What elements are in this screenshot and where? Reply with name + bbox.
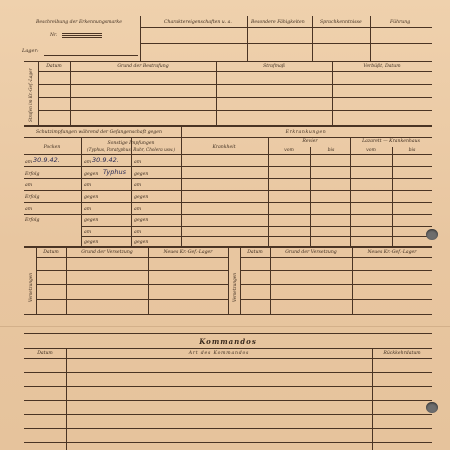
handwritten-date-2: 30.9.42. bbox=[92, 156, 119, 164]
impf-header: Schutzimpfungen während der Gefangenschaft gegen bbox=[36, 130, 162, 135]
erkrankungen-revier: Revier bbox=[302, 139, 318, 144]
impf-gegen-2: gegen bbox=[134, 172, 149, 177]
erkrankungen-vom: vom bbox=[284, 148, 294, 153]
lager-label: Lager: bbox=[22, 48, 39, 54]
impf-gegen-1: gegen bbox=[84, 172, 99, 177]
vers-right-grund: Grund der Versetzung bbox=[285, 250, 337, 255]
punch-hole-bottom bbox=[426, 402, 438, 413]
impf-am-8: am bbox=[84, 207, 92, 212]
impf-erfolg-3: Erfolg bbox=[25, 218, 40, 223]
vers-left-datum: Datum bbox=[43, 250, 59, 255]
impf-gegen-7: gegen bbox=[84, 240, 99, 245]
kommandos-art: Art des Kommandos bbox=[188, 351, 250, 356]
kommandos-rueckkehr: Rückkehrdatum bbox=[383, 351, 421, 356]
impf-am-5: am bbox=[84, 183, 92, 188]
impf-sonstige-sub: (Typhus, Paratyphus, Ruhr, Cholera usw.) bbox=[87, 147, 175, 152]
strafen-datum: Datum bbox=[46, 64, 62, 69]
vers-right-datum: Datum bbox=[247, 250, 263, 255]
nr-label: Nr. bbox=[50, 33, 58, 38]
strafen-strafmass: Strafmaß bbox=[263, 64, 285, 69]
kommandos-datum: Datum bbox=[37, 351, 53, 356]
erkrankungen-lazarett: Lazarett — Krankenhaus bbox=[362, 139, 420, 144]
impf-pocken: Pocken bbox=[43, 145, 61, 150]
header-fuehrung: Führung bbox=[390, 20, 411, 25]
versetzungen-right-label: Versetzungen bbox=[232, 273, 237, 302]
impf-am-9: am bbox=[134, 207, 142, 212]
impf-sonstige: Sonstige Impfungen bbox=[107, 141, 155, 146]
vers-left-neues: Neues Kr.-Gef.-Lager bbox=[163, 250, 213, 255]
nr-field-lines bbox=[62, 33, 102, 39]
impf-am-1: am bbox=[25, 160, 33, 165]
impf-am-6: am bbox=[134, 183, 142, 188]
erkrankungen-bis2: bis bbox=[408, 148, 416, 153]
erkrankungen-vom2: vom bbox=[366, 148, 376, 153]
impf-gegen-8: gegen bbox=[134, 240, 149, 245]
header-erkennungsmarke: Beschreibung der Erkennungsmarke bbox=[36, 20, 122, 25]
strafen-side-label: Strafen im Kr.-Gef.-Lager bbox=[28, 68, 33, 122]
paper-fold bbox=[0, 326, 450, 327]
strafen-verbuesst: Verbüßt, Datum bbox=[363, 64, 401, 69]
impf-erfolg-2: Erfolg bbox=[25, 195, 40, 200]
versetzungen-left-label: Versetzungen bbox=[28, 273, 33, 302]
header-charakter: Charaktereigenschaften u. a. bbox=[164, 20, 232, 25]
erkrankungen-header: Erkrankungen bbox=[285, 130, 327, 135]
impf-am-7: am bbox=[25, 207, 33, 212]
impf-gegen-5: gegen bbox=[84, 218, 99, 223]
impf-am-2: am bbox=[84, 160, 92, 165]
impf-am-3: am bbox=[134, 160, 142, 165]
handwritten-typhus: Typhus bbox=[103, 168, 127, 176]
handwritten-date-1: 30.9.42. bbox=[33, 156, 60, 164]
impf-erfolg-1: Erfolg bbox=[25, 172, 40, 177]
vers-left-grund: Grund der Versetzung bbox=[81, 250, 133, 255]
impf-am-11: am bbox=[134, 230, 142, 235]
erkrankungen-bis: bis bbox=[327, 148, 335, 153]
impf-gegen-4: gegen bbox=[134, 195, 149, 200]
impf-gegen-6: gegen bbox=[134, 218, 149, 223]
impf-am-10: am bbox=[84, 230, 92, 235]
header-sprachen: Sprachkenntnisse bbox=[320, 20, 362, 25]
punch-hole-top bbox=[426, 229, 438, 240]
header-faehigkeiten: Besondere Fähigkeiten bbox=[251, 20, 305, 25]
impf-gegen-3: gegen bbox=[84, 195, 99, 200]
strafen-grund: Grund der Bestrafung bbox=[117, 64, 169, 69]
impf-am-4: am bbox=[25, 183, 33, 188]
kommandos-title: Kommandos bbox=[199, 337, 257, 346]
vers-right-neues: Neues Kr.-Gef.-Lager bbox=[367, 250, 417, 255]
erkrankungen-krankheit: Krankheit bbox=[212, 145, 236, 150]
